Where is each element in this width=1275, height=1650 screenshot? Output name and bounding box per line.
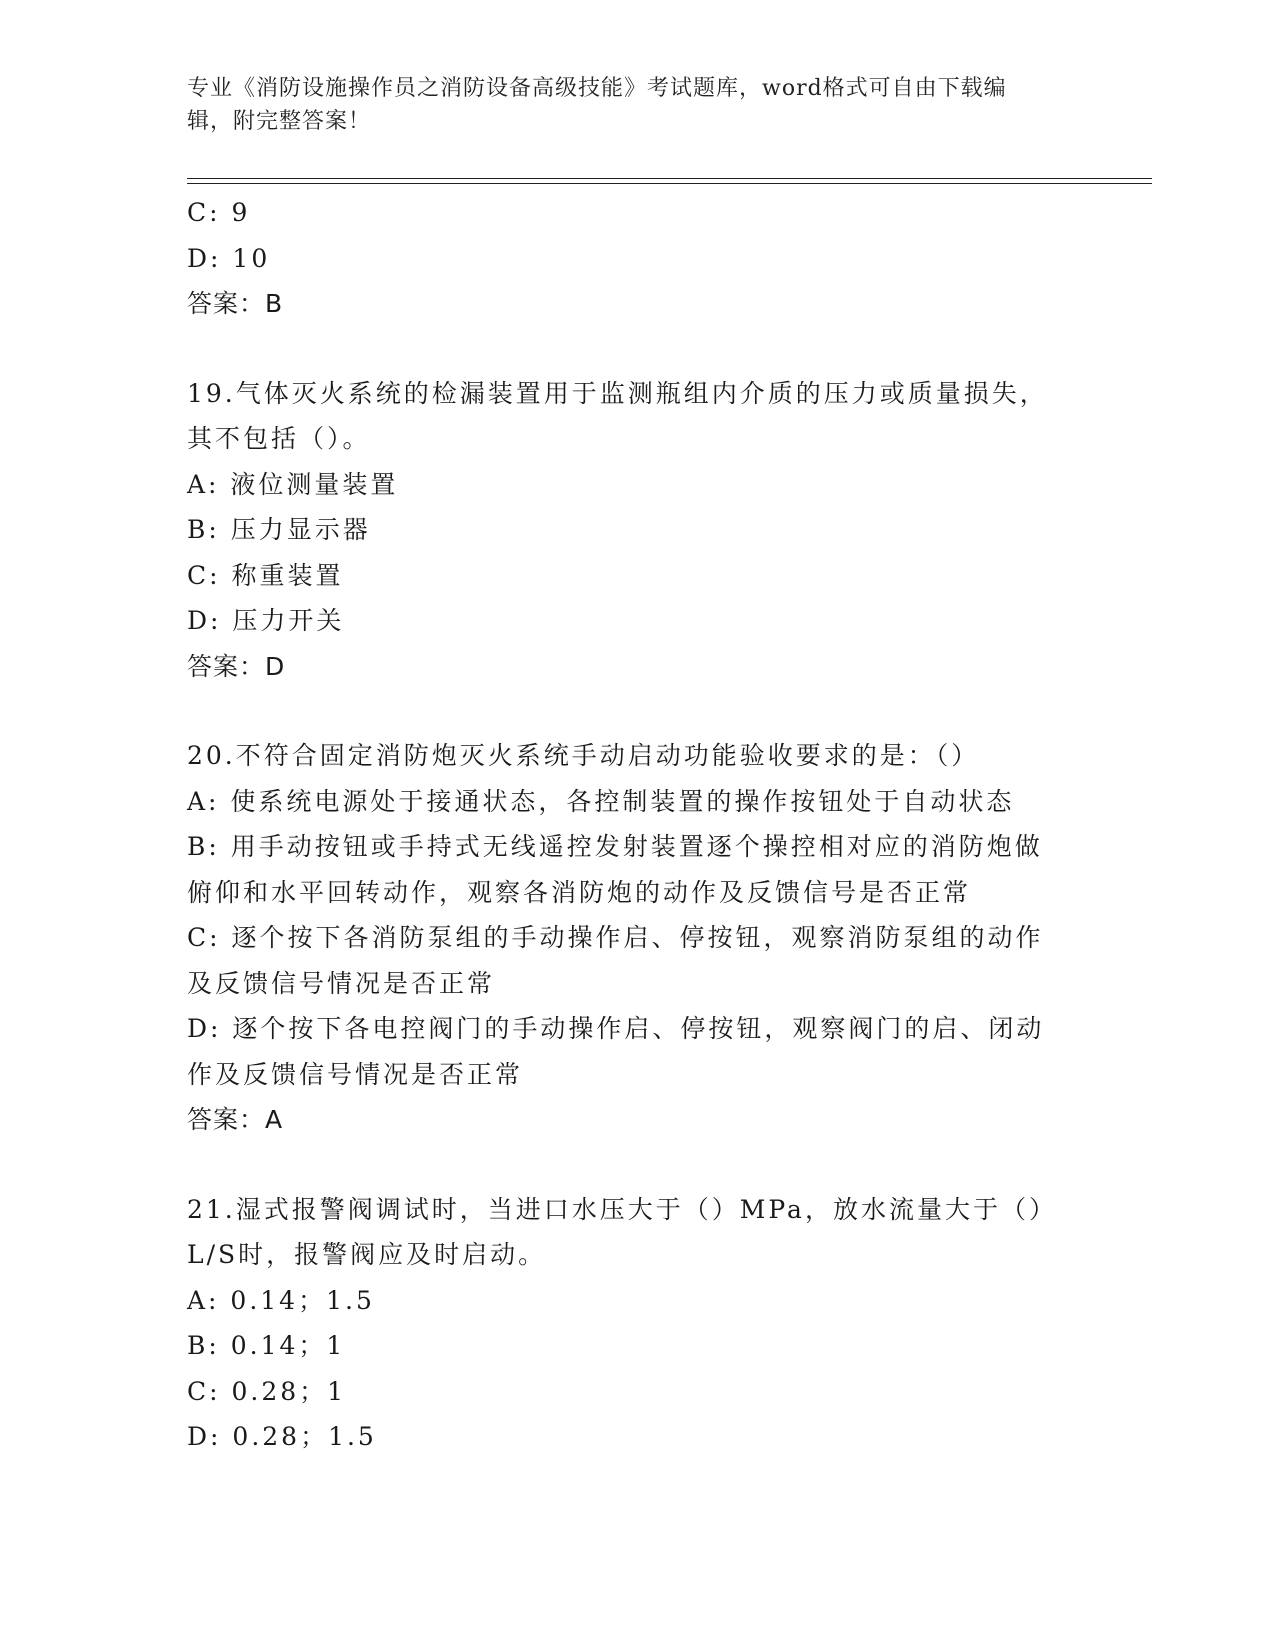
option-b: B: 0.14；1	[187, 1331, 346, 1360]
header-divider-top	[187, 178, 1152, 179]
option-d: D: 压力开关	[187, 606, 345, 635]
question-stem: L/S时，报警阀应及时启动。	[187, 1240, 547, 1269]
question-stem: 其不包括（）。	[187, 424, 371, 453]
option-b-continued: 俯仰和水平回转动作，观察各消防炮的动作及反馈信号是否正常	[187, 877, 972, 907]
question-20	[187, 733, 1087, 1143]
option-a: A: 液位测量装置	[187, 469, 399, 499]
answer-label: 答案：A	[187, 1105, 284, 1134]
option-a: A: 0.14；1.5	[187, 1285, 375, 1315]
header-line-2: 辑，附完整答案！	[187, 109, 372, 134]
question-list	[187, 190, 1087, 1460]
question-21	[187, 1187, 1087, 1460]
question-stem: 20.不符合固定消防炮灭火系统手动启动功能验收要求的是：（）	[187, 741, 980, 770]
option-c-continued: 及反馈信号情况是否正常	[187, 968, 496, 998]
question-stem: 21.湿式报警阀调试时，当进口水压大于（）MPa，放水流量大于（）	[187, 1194, 1057, 1224]
option-d: D: 10	[187, 243, 271, 273]
question-19	[187, 371, 1087, 690]
question-stem: 19.气体灭火系统的检漏装置用于监测瓶组内介质的压力或质量损失，	[187, 378, 1048, 408]
header-divider-bottom	[187, 183, 1152, 184]
option-c: C: 逐个按下各消防泵组的手动操作启、停按钮，观察消防泵组的动作	[187, 923, 1044, 952]
option-d: D: 0.28；1.5	[187, 1422, 377, 1451]
option-d: D: 逐个按下各电控阀门的手动操作启、停按钮，观察阀门的启、闭动	[187, 1014, 1045, 1043]
answer-label: 答案：D	[187, 651, 286, 681]
option-b: B: 用手动按钮或手持式无线遥控发射装置逐个操控相对应的消防炮做	[187, 832, 1043, 861]
option-c: C: 0.28；1	[187, 1376, 347, 1406]
option-c: C: 称重装置	[187, 560, 344, 590]
option-b: B: 压力显示器	[187, 515, 371, 544]
page-header	[187, 72, 1067, 138]
header-line-1: 专业《消防设施操作员之消防设备高级技能》考试题库，word格式可自由下载编	[187, 76, 1007, 101]
option-c: C: 9	[187, 198, 251, 227]
option-d-continued: 作及反馈信号情况是否正常	[187, 1059, 524, 1089]
answer-label: 答案：B	[187, 289, 284, 318]
option-a: A: 使系统电源处于接通状态，各控制装置的操作按钮处于自动状态	[187, 786, 1015, 816]
question-18-tail	[187, 190, 1087, 327]
